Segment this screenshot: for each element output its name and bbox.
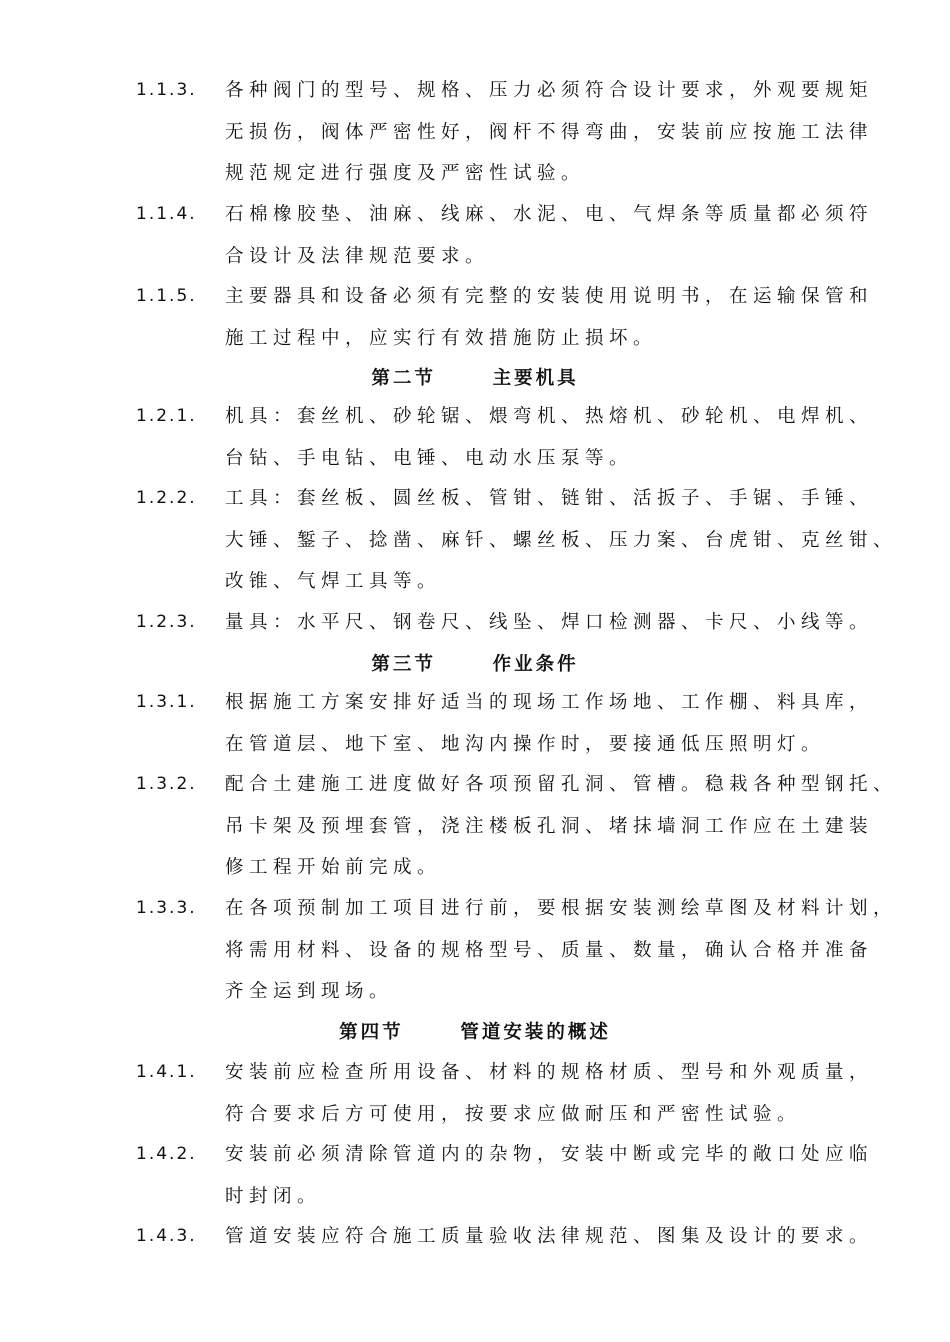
- item-text: [225, 1216, 874, 1258]
- item-text: [225, 478, 898, 603]
- item-number: 1.3.2.: [136, 774, 197, 794]
- item-text-line: 石棉橡胶垫、油麻、线麻、水泥、电、气焊条等质量都必须符: [225, 204, 874, 225]
- item-text-line: 符合要求后方可使用，按要求应做耐压和严密性试验。: [225, 1103, 802, 1125]
- item-text-line: 修工程开始前完成。: [225, 857, 442, 878]
- section-heading: 第三节 作业条件: [371, 654, 579, 675]
- item-number: 1.1.5.: [136, 286, 197, 306]
- item-text-line: 量具：水平尺、钢卷尺、线坠、焊口检测器、卡尺、小线等。: [225, 612, 874, 633]
- item-text: [225, 682, 874, 765]
- section-heading: 第二节 主要机具: [371, 368, 579, 389]
- item-text-line: 在管道层、地下室、地沟内操作时，要接通低压照明灯。: [225, 733, 826, 755]
- item-text-line: 施工过程中，应实行有效措施防止损坏。: [225, 327, 658, 349]
- item-text-line: 合设计及法律规范要求。: [225, 245, 490, 267]
- item-text-line: 安装前必须清除管道内的杂物，安装中断或完毕的敞口处应临: [225, 1144, 874, 1165]
- item-text: [225, 1052, 874, 1135]
- item-number: 1.4.2.: [136, 1144, 197, 1164]
- item-text-line: 根据施工方案安排好适当的现场工作场地、工作棚、料具库，: [225, 692, 874, 713]
- item-number: 1.4.1.: [136, 1062, 197, 1082]
- item-text-line: 在各项预制加工项目进行前，要根据安装测绘草图及材料计划，: [225, 898, 898, 919]
- item-text-line: 管道安装应符合施工质量验收法律规范、图集及设计的要求。: [225, 1226, 874, 1247]
- item-text-line: 配合土建施工进度做好各项预留孔洞、管槽。稳栽各种型钢托、: [225, 774, 898, 795]
- item-text-line: 安装前应检查所用设备、材料的规格材质、型号和外观质量，: [225, 1062, 874, 1083]
- item-text-line: 台钻、手电钻、电锤、电动水压泵等。: [225, 447, 634, 469]
- item-text-line: 主要器具和设备必须有完整的安装使用说明书，在运输保管和: [225, 286, 874, 307]
- item-number: 1.1.3.: [136, 80, 197, 100]
- item-text: [225, 276, 874, 359]
- item-text-line: 时封闭。: [225, 1185, 322, 1207]
- item-text-line: 规范规定进行强度及严密性试验。: [225, 163, 586, 184]
- section-heading: 第四节 管道安装的概述: [339, 1022, 611, 1043]
- item-number: 1.2.3.: [136, 612, 197, 632]
- item-text-line: 无损伤，阀体严密性好，阀杆不得弯曲，安装前应按施工法律: [225, 121, 874, 143]
- item-text-line: 机具：套丝机、砂轮锯、煨弯机、热熔机、砂轮机、电焊机、: [225, 406, 874, 427]
- item-text: [225, 888, 898, 1013]
- item-text-line: 吊卡架及预埋套管，浇注楼板孔洞、堵抹墙洞工作应在土建装: [225, 815, 874, 837]
- item-number: 1.2.2.: [136, 488, 197, 508]
- item-text: [225, 70, 874, 195]
- item-number: 1.3.1.: [136, 692, 197, 712]
- item-text: [225, 764, 898, 889]
- item-text: [225, 602, 874, 644]
- item-text-line: 齐全运到现场。: [225, 981, 394, 1002]
- item-text-line: 各种阀门的型号、规格、压力必须符合设计要求，外观要规矩: [225, 80, 874, 101]
- item-text-line: 工具：套丝板、圆丝板、管钳、链钳、活扳子、手锯、手锤、: [225, 488, 874, 509]
- item-text-line: 将需用材料、设备的规格型号、质量、数量，确认合格并准备: [225, 939, 874, 961]
- item-number: 1.4.3.: [136, 1226, 197, 1246]
- item-number: 1.2.1.: [136, 406, 197, 426]
- item-text: [225, 1134, 874, 1217]
- item-text: [225, 194, 874, 277]
- item-text: [225, 396, 874, 479]
- item-text-line: 改锥、气焊工具等。: [225, 571, 442, 592]
- item-text-line: 大锤、錾子、捻凿、麻钎、螺丝板、压力案、台虎钳、克丝钳、: [225, 529, 898, 551]
- item-number: 1.3.3.: [136, 898, 197, 918]
- item-number: 1.1.4.: [136, 204, 197, 224]
